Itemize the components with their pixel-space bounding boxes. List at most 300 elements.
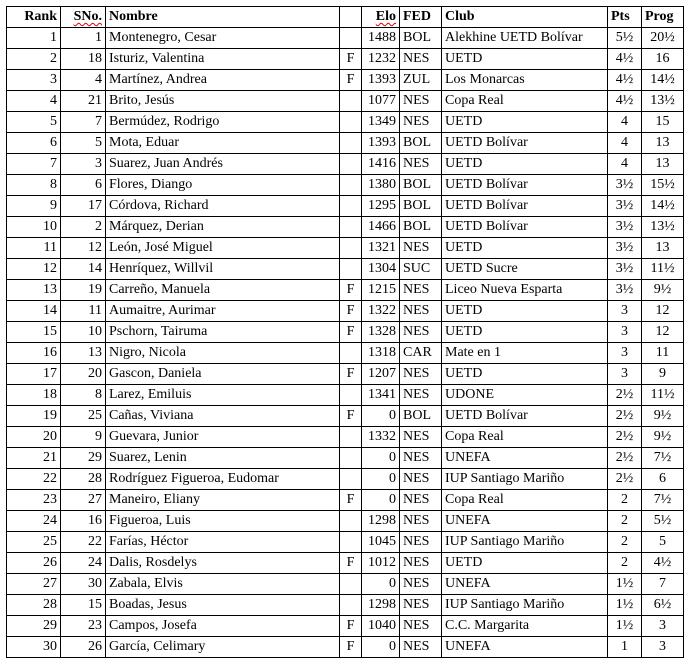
cell-elo: 1215 — [362, 280, 400, 301]
table-row — [7, 595, 684, 616]
cell-prog: 3 — [642, 616, 684, 637]
cell-club: IUP Santiago Mariño — [442, 532, 608, 553]
cell-prog: 14½ — [642, 196, 684, 217]
table-row — [7, 364, 684, 385]
table-row — [7, 91, 684, 112]
cell-fed: ZUL — [400, 70, 442, 91]
cell-pts: 4 — [608, 112, 642, 133]
cell-elo: 1304 — [362, 259, 400, 280]
table-row — [7, 49, 684, 70]
cell-nombre: Larez, Emiluis — [106, 385, 340, 406]
cell-elo: 1045 — [362, 532, 400, 553]
cell-rank: 30 — [7, 637, 61, 658]
cell-club: UETD Bolívar — [442, 217, 608, 238]
cell-rank: 25 — [7, 532, 61, 553]
cell-club: Copa Real — [442, 490, 608, 511]
cell-rank: 2 — [7, 49, 61, 70]
cell-club: UETD Bolívar — [442, 133, 608, 154]
cell-sex: F — [340, 490, 362, 511]
cell-prog: 9½ — [642, 280, 684, 301]
cell-elo: 1040 — [362, 616, 400, 637]
cell-prog: 6 — [642, 469, 684, 490]
cell-nombre: León, José Miguel — [106, 238, 340, 259]
cell-club: UNEFA — [442, 637, 608, 658]
cell-fed: NES — [400, 490, 442, 511]
cell-club: Mate en 1 — [442, 343, 608, 364]
cell-prog: 11½ — [642, 259, 684, 280]
cell-elo: 0 — [362, 406, 400, 427]
table-row — [7, 406, 684, 427]
cell-prog: 13 — [642, 238, 684, 259]
cell-prog: 13½ — [642, 91, 684, 112]
cell-elo: 1349 — [362, 112, 400, 133]
cell-sno: 1 — [61, 28, 106, 49]
cell-pts: 3½ — [608, 175, 642, 196]
cell-nombre: Montenegro, Cesar — [106, 28, 340, 49]
cell-sno: 25 — [61, 406, 106, 427]
cell-prog: 13 — [642, 154, 684, 175]
cell-pts: 1½ — [608, 574, 642, 595]
cell-sno: 27 — [61, 490, 106, 511]
table-row — [7, 385, 684, 406]
cell-prog: 15½ — [642, 175, 684, 196]
cell-sno: 8 — [61, 385, 106, 406]
cell-prog: 15 — [642, 112, 684, 133]
cell-club: UETD — [442, 154, 608, 175]
cell-nombre: Pschorn, Tairuma — [106, 322, 340, 343]
cell-prog: 16 — [642, 49, 684, 70]
cell-rank: 1 — [7, 28, 61, 49]
cell-pts: 5½ — [608, 28, 642, 49]
cell-sno: 13 — [61, 343, 106, 364]
cell-club: C.C. Margarita — [442, 616, 608, 637]
cell-elo: 0 — [362, 490, 400, 511]
cell-prog: 11½ — [642, 385, 684, 406]
cell-nombre: Brito, Jesús — [106, 91, 340, 112]
cell-pts: 2 — [608, 511, 642, 532]
cell-fed: BOL — [400, 28, 442, 49]
cell-elo: 1322 — [362, 301, 400, 322]
cell-club: IUP Santiago Mariño — [442, 469, 608, 490]
cell-elo: 1332 — [362, 427, 400, 448]
cell-fed: NES — [400, 385, 442, 406]
cell-fed: NES — [400, 427, 442, 448]
cell-nombre: Farías, Héctor — [106, 532, 340, 553]
cell-sex: F — [340, 616, 362, 637]
cell-sex — [340, 259, 362, 280]
cell-nombre: Henríquez, Willvil — [106, 259, 340, 280]
cell-club: UDONE — [442, 385, 608, 406]
cell-sno: 12 — [61, 238, 106, 259]
cell-elo: 1393 — [362, 70, 400, 91]
cell-rank: 24 — [7, 511, 61, 532]
cell-nombre: García, Celimary — [106, 637, 340, 658]
table-row — [7, 175, 684, 196]
cell-fed: NES — [400, 301, 442, 322]
cell-sex — [340, 175, 362, 196]
cell-sno: 20 — [61, 364, 106, 385]
cell-club: UETD Bolívar — [442, 175, 608, 196]
cell-nombre: Márquez, Derian — [106, 217, 340, 238]
cell-club: UETD — [442, 322, 608, 343]
cell-fed: BOL — [400, 406, 442, 427]
table-row — [7, 217, 684, 238]
cell-sno: 14 — [61, 259, 106, 280]
cell-sex: F — [340, 280, 362, 301]
cell-sex — [340, 133, 362, 154]
cell-sno: 19 — [61, 280, 106, 301]
cell-sno: 6 — [61, 175, 106, 196]
cell-rank: 15 — [7, 322, 61, 343]
header-prog: Prog — [642, 7, 684, 28]
cell-sno: 11 — [61, 301, 106, 322]
cell-club: IUP Santiago Mariño — [442, 595, 608, 616]
cell-pts: 4 — [608, 154, 642, 175]
cell-pts: 3½ — [608, 259, 642, 280]
cell-elo: 1341 — [362, 385, 400, 406]
cell-nombre: Carreño, Manuela — [106, 280, 340, 301]
cell-rank: 26 — [7, 553, 61, 574]
cell-rank: 18 — [7, 385, 61, 406]
cell-pts: 3 — [608, 322, 642, 343]
cell-club: UETD Sucre — [442, 259, 608, 280]
cell-sex — [340, 427, 362, 448]
cell-fed: BOL — [400, 217, 442, 238]
cell-club: Copa Real — [442, 91, 608, 112]
cell-rank: 8 — [7, 175, 61, 196]
cell-sno: 28 — [61, 469, 106, 490]
cell-club: UETD Bolívar — [442, 406, 608, 427]
cell-sno: 9 — [61, 427, 106, 448]
table-row — [7, 70, 684, 91]
cell-rank: 21 — [7, 448, 61, 469]
cell-elo: 0 — [362, 448, 400, 469]
cell-fed: NES — [400, 364, 442, 385]
cell-pts: 1½ — [608, 595, 642, 616]
cell-sno: 18 — [61, 49, 106, 70]
header-sno: SNo. — [61, 7, 106, 28]
cell-sex: F — [340, 322, 362, 343]
cell-sex — [340, 385, 362, 406]
cell-club: Los Monarcas — [442, 70, 608, 91]
cell-rank: 14 — [7, 301, 61, 322]
cell-sex: F — [340, 553, 362, 574]
cell-nombre: Gascon, Daniela — [106, 364, 340, 385]
cell-nombre: Aumaitre, Aurimar — [106, 301, 340, 322]
cell-rank: 29 — [7, 616, 61, 637]
cell-pts: 3½ — [608, 238, 642, 259]
cell-sex — [340, 154, 362, 175]
cell-fed: NES — [400, 532, 442, 553]
cell-sex — [340, 469, 362, 490]
cell-elo: 1232 — [362, 49, 400, 70]
cell-fed: NES — [400, 637, 442, 658]
cell-prog: 9½ — [642, 427, 684, 448]
table-row — [7, 616, 684, 637]
cell-pts: 4½ — [608, 70, 642, 91]
cell-pts: 2½ — [608, 448, 642, 469]
table-row — [7, 301, 684, 322]
header-row — [7, 7, 684, 28]
cell-club: UETD — [442, 238, 608, 259]
header-pts: Pts — [608, 7, 642, 28]
cell-sex — [340, 28, 362, 49]
cell-sno: 10 — [61, 322, 106, 343]
cell-sno: 22 — [61, 532, 106, 553]
cell-nombre: Guevara, Junior — [106, 427, 340, 448]
cell-pts: 2½ — [608, 427, 642, 448]
cell-prog: 12 — [642, 301, 684, 322]
cell-fed: NES — [400, 280, 442, 301]
cell-sno: 29 — [61, 448, 106, 469]
cell-pts: 3 — [608, 343, 642, 364]
cell-pts: 1 — [608, 637, 642, 658]
cell-pts: 3½ — [608, 196, 642, 217]
cell-nombre: Boadas, Jesus — [106, 595, 340, 616]
table-row — [7, 448, 684, 469]
cell-prog: 5½ — [642, 511, 684, 532]
header-sex — [340, 7, 362, 28]
cell-nombre: Suarez, Lenin — [106, 448, 340, 469]
cell-fed: NES — [400, 574, 442, 595]
cell-nombre: Córdova, Richard — [106, 196, 340, 217]
cell-sex — [340, 112, 362, 133]
table-row — [7, 28, 684, 49]
table-row — [7, 427, 684, 448]
cell-fed: NES — [400, 448, 442, 469]
cell-nombre: Martínez, Andrea — [106, 70, 340, 91]
cell-elo: 1207 — [362, 364, 400, 385]
cell-fed: NES — [400, 322, 442, 343]
cell-club: UETD — [442, 112, 608, 133]
cell-sex: F — [340, 49, 362, 70]
table-row — [7, 112, 684, 133]
cell-rank: 3 — [7, 70, 61, 91]
table-row — [7, 511, 684, 532]
cell-nombre: Campos, Josefa — [106, 616, 340, 637]
cell-prog: 7½ — [642, 490, 684, 511]
cell-elo: 1393 — [362, 133, 400, 154]
cell-fed: BOL — [400, 133, 442, 154]
cell-nombre: Zabala, Elvis — [106, 574, 340, 595]
cell-prog: 5 — [642, 532, 684, 553]
cell-prog: 11 — [642, 343, 684, 364]
cell-nombre: Suarez, Juan Andrés — [106, 154, 340, 175]
cell-elo: 1318 — [362, 343, 400, 364]
cell-nombre: Mota, Eduar — [106, 133, 340, 154]
cell-rank: 20 — [7, 427, 61, 448]
cell-rank: 17 — [7, 364, 61, 385]
cell-pts: 2 — [608, 532, 642, 553]
table-row — [7, 154, 684, 175]
cell-pts: 4½ — [608, 49, 642, 70]
cell-sno: 21 — [61, 91, 106, 112]
table-row — [7, 343, 684, 364]
cell-club: UETD — [442, 553, 608, 574]
cell-elo: 0 — [362, 469, 400, 490]
table-row — [7, 322, 684, 343]
cell-fed: NES — [400, 616, 442, 637]
cell-sex: F — [340, 406, 362, 427]
cell-fed: NES — [400, 49, 442, 70]
cell-pts: 2 — [608, 490, 642, 511]
cell-fed: NES — [400, 469, 442, 490]
cell-sex — [340, 238, 362, 259]
table-row — [7, 133, 684, 154]
cell-rank: 7 — [7, 154, 61, 175]
cell-rank: 27 — [7, 574, 61, 595]
cell-club: UETD Bolívar — [442, 196, 608, 217]
cell-pts: 4 — [608, 133, 642, 154]
table-row — [7, 532, 684, 553]
cell-prog: 7 — [642, 574, 684, 595]
cell-club: UETD — [442, 364, 608, 385]
cell-sno: 30 — [61, 574, 106, 595]
cell-prog: 7½ — [642, 448, 684, 469]
cell-nombre: Isturiz, Valentina — [106, 49, 340, 70]
table-row — [7, 196, 684, 217]
cell-rank: 11 — [7, 238, 61, 259]
cell-fed: NES — [400, 553, 442, 574]
cell-sno: 23 — [61, 616, 106, 637]
standings-table — [6, 6, 684, 658]
cell-club: UETD — [442, 301, 608, 322]
cell-elo: 1416 — [362, 154, 400, 175]
cell-sex — [340, 574, 362, 595]
header-elo: Elo — [362, 7, 400, 28]
cell-nombre: Nigro, Nicola — [106, 343, 340, 364]
cell-rank: 9 — [7, 196, 61, 217]
header-rank: Rank — [7, 7, 61, 28]
cell-sno: 2 — [61, 217, 106, 238]
cell-pts: 3½ — [608, 280, 642, 301]
cell-rank: 6 — [7, 133, 61, 154]
cell-rank: 13 — [7, 280, 61, 301]
cell-fed: NES — [400, 238, 442, 259]
cell-elo: 0 — [362, 637, 400, 658]
cell-pts: 3½ — [608, 217, 642, 238]
cell-sex — [340, 91, 362, 112]
table-row — [7, 280, 684, 301]
cell-sno: 16 — [61, 511, 106, 532]
cell-elo: 1321 — [362, 238, 400, 259]
cell-sno: 17 — [61, 196, 106, 217]
cell-elo: 1328 — [362, 322, 400, 343]
cell-sex — [340, 532, 362, 553]
cell-fed: NES — [400, 595, 442, 616]
cell-rank: 10 — [7, 217, 61, 238]
cell-prog: 3 — [642, 637, 684, 658]
cell-pts: 2½ — [608, 469, 642, 490]
cell-pts: 2½ — [608, 385, 642, 406]
cell-rank: 12 — [7, 259, 61, 280]
cell-rank: 19 — [7, 406, 61, 427]
cell-sex — [340, 343, 362, 364]
cell-elo: 1077 — [362, 91, 400, 112]
cell-club: UETD — [442, 49, 608, 70]
cell-fed: BOL — [400, 196, 442, 217]
cell-sno: 7 — [61, 112, 106, 133]
cell-elo: 0 — [362, 574, 400, 595]
cell-elo: 1298 — [362, 511, 400, 532]
cell-sex — [340, 511, 362, 532]
cell-nombre: Cañas, Viviana — [106, 406, 340, 427]
cell-pts: 2½ — [608, 406, 642, 427]
table-row — [7, 469, 684, 490]
cell-prog: 20½ — [642, 28, 684, 49]
cell-prog: 4½ — [642, 553, 684, 574]
header-fed: FED — [400, 7, 442, 28]
cell-elo: 1466 — [362, 217, 400, 238]
cell-pts: 1½ — [608, 616, 642, 637]
header-nombre: Nombre — [106, 7, 340, 28]
cell-sex — [340, 217, 362, 238]
cell-rank: 23 — [7, 490, 61, 511]
cell-sex: F — [340, 364, 362, 385]
cell-prog: 13½ — [642, 217, 684, 238]
cell-nombre: Rodríguez Figueroa, Eudomar — [106, 469, 340, 490]
cell-fed: BOL — [400, 175, 442, 196]
cell-pts: 3 — [608, 364, 642, 385]
table-body — [7, 28, 684, 658]
table-row — [7, 238, 684, 259]
cell-nombre: Maneiro, Eliany — [106, 490, 340, 511]
cell-fed: NES — [400, 112, 442, 133]
cell-sno: 4 — [61, 70, 106, 91]
header-club: Club — [442, 7, 608, 28]
cell-fed: SUC — [400, 259, 442, 280]
cell-rank: 22 — [7, 469, 61, 490]
cell-sno: 26 — [61, 637, 106, 658]
cell-nombre: Flores, Diango — [106, 175, 340, 196]
cell-club: Liceo Nueva Esparta — [442, 280, 608, 301]
cell-sex — [340, 595, 362, 616]
cell-sex — [340, 448, 362, 469]
cell-rank: 5 — [7, 112, 61, 133]
cell-prog: 9 — [642, 364, 684, 385]
cell-elo: 1298 — [362, 595, 400, 616]
cell-sno: 3 — [61, 154, 106, 175]
cell-pts: 4½ — [608, 91, 642, 112]
cell-elo: 1380 — [362, 175, 400, 196]
cell-prog: 9½ — [642, 406, 684, 427]
cell-pts: 3 — [608, 301, 642, 322]
cell-sno: 24 — [61, 553, 106, 574]
cell-sex: F — [340, 301, 362, 322]
cell-nombre: Dalis, Rosdelys — [106, 553, 340, 574]
cell-sex: F — [340, 637, 362, 658]
cell-nombre: Bermúdez, Rodrigo — [106, 112, 340, 133]
cell-club: UNEFA — [442, 511, 608, 532]
table-row — [7, 574, 684, 595]
cell-fed: NES — [400, 154, 442, 175]
cell-prog: 14½ — [642, 70, 684, 91]
cell-rank: 4 — [7, 91, 61, 112]
cell-fed: CAR — [400, 343, 442, 364]
cell-rank: 28 — [7, 595, 61, 616]
table-row — [7, 490, 684, 511]
cell-club: UNEFA — [442, 448, 608, 469]
cell-fed: NES — [400, 91, 442, 112]
cell-nombre: Figueroa, Luis — [106, 511, 340, 532]
table-row — [7, 637, 684, 658]
cell-club: Copa Real — [442, 427, 608, 448]
cell-prog: 12 — [642, 322, 684, 343]
cell-elo: 1488 — [362, 28, 400, 49]
cell-prog: 13 — [642, 133, 684, 154]
cell-sno: 5 — [61, 133, 106, 154]
cell-club: UNEFA — [442, 574, 608, 595]
